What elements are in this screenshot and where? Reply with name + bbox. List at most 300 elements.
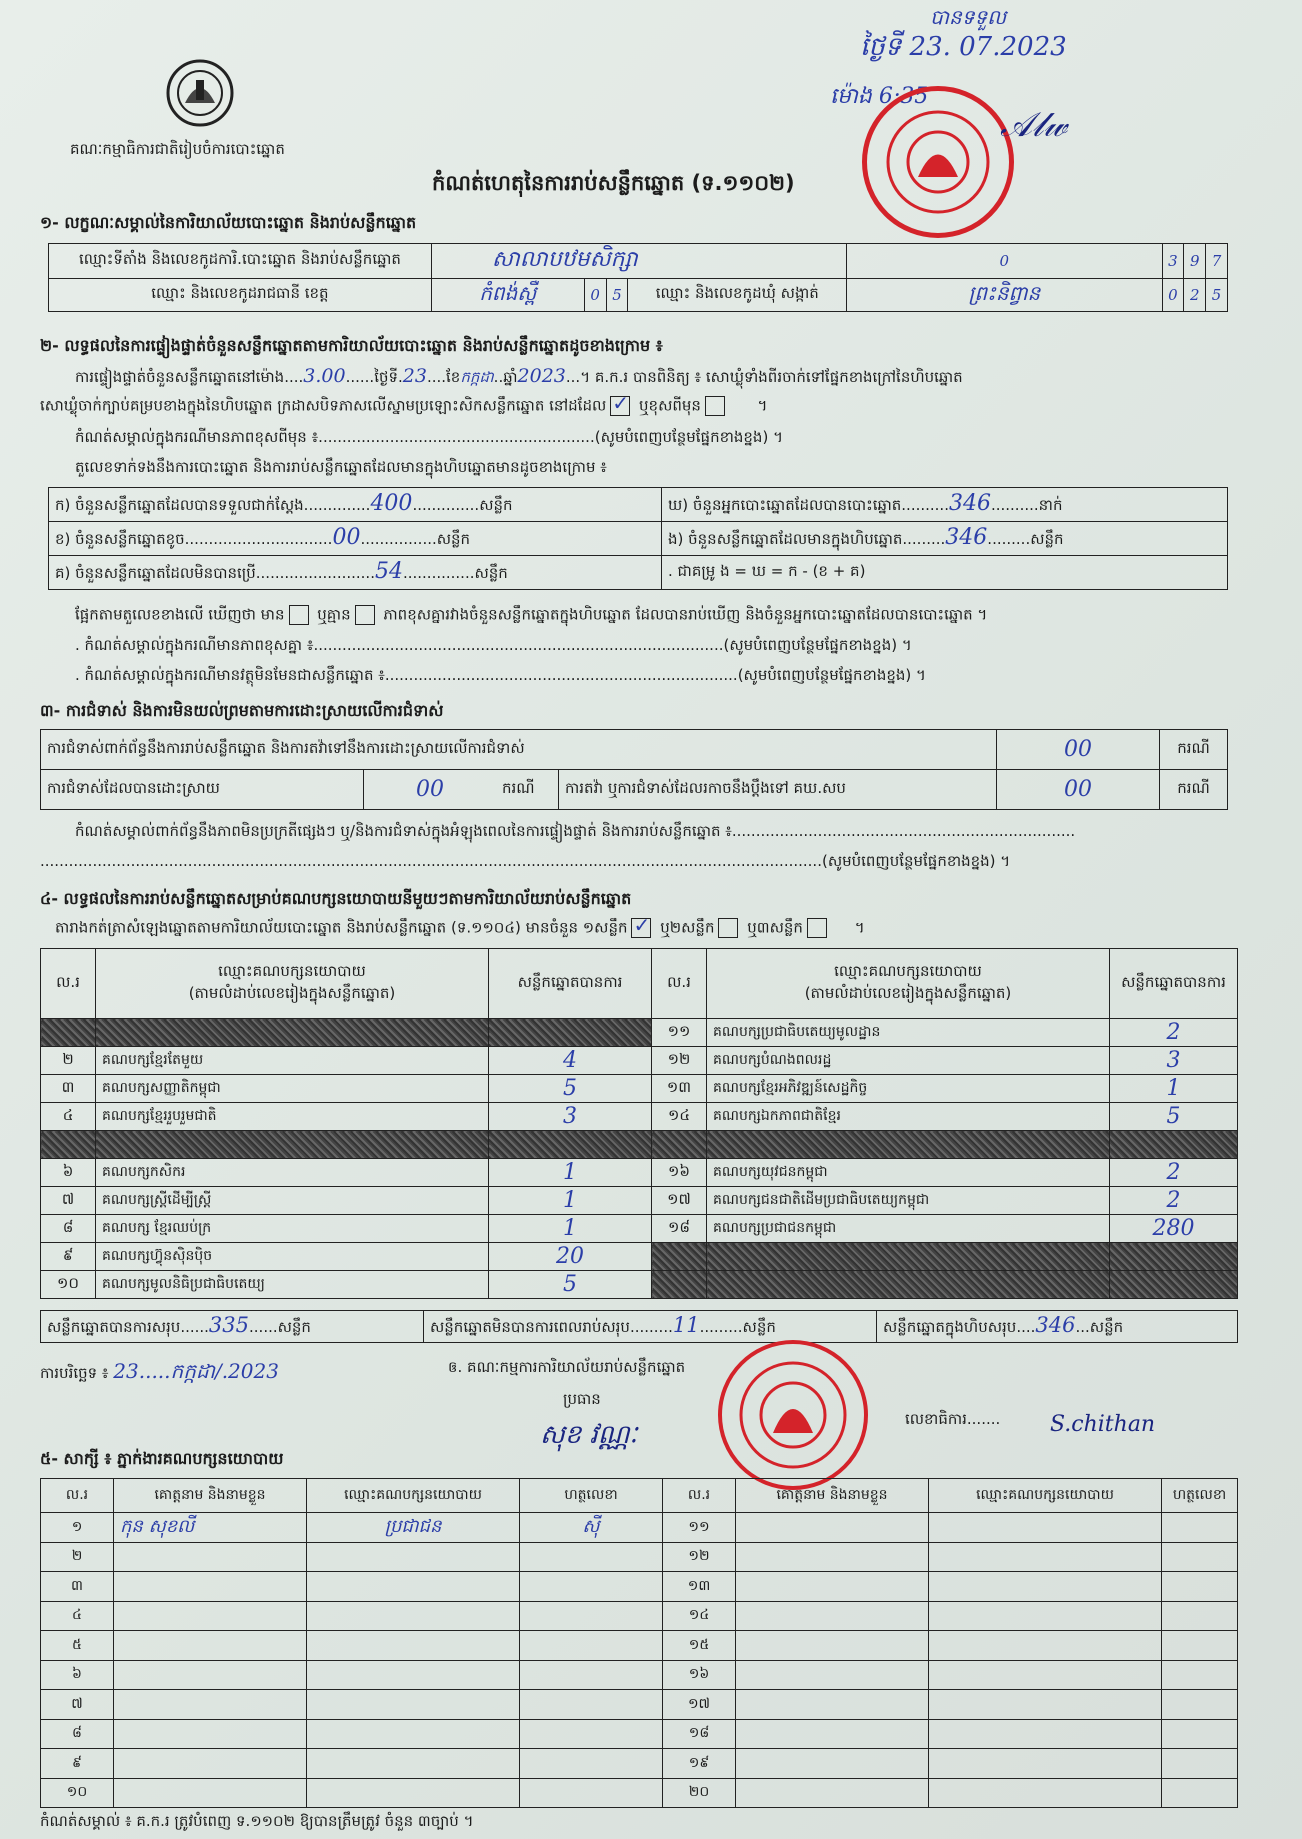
w-right-party [929,1601,1162,1631]
ballot-count-table [48,487,1228,590]
row-a-unit: សន្លឹក [479,496,513,514]
note2-tail: (សូមបំពេញបន្ថែមផ្នែកខាងខ្នង) ។ [737,666,926,684]
w-right-sign [1162,1660,1238,1690]
party-row [41,1215,1238,1243]
w-right-sign [1162,1572,1238,1602]
province-code-2: 5 [606,279,628,312]
row-c-unit: សន្លឹក [474,564,508,582]
w-left-name [114,1690,307,1720]
w-left-party [307,1572,520,1602]
left-party-party: គណបក្សកសិករ [96,1159,489,1187]
check-text: ។ គ.ក.រ បានពិនិត្យ ៖ សោឃ្លុំទាំងពីរចាក់ទៅផ្នែកខាងក្រៅនៃហិបឆ្នោត [580,368,963,386]
left-party-votes: 3 [489,1103,652,1131]
w-right-party [929,1631,1162,1661]
received-label: បានទទួល [930,5,1007,29]
left-party-no: ២ [41,1047,96,1075]
w-right-name [736,1778,929,1808]
row-b-unit: សន្លឹក [436,530,471,548]
witness-row [41,1631,1238,1661]
section2-line2: សោឃ្លុំចាក់ក្បាប់គម្របខាងក្នុងនៃហិបឆ្នោត ក្រដាសបិទភាសលើស្នាមប្រឡោះសិកសន្លឹកឆ្នោត នៅដដែល✓ ឬខុសពីមុន ។ [40,396,767,419]
total-invalid-label: សន្លឹកឆ្នោតមិនបានការពេលរាប់សរុប [430,1318,630,1336]
w-right-no: ១១ [663,1513,736,1543]
chair-signature: សុខ វណ្ណៈ [540,1420,638,1450]
total-box-label: សន្លឹកឆ្នោតក្នុងហិបសរុប [883,1318,1017,1336]
diff-note-tail: (សូមបំពេញបន្ថែមផ្នែកខាងខ្នង) ។ [594,428,783,446]
w-right-name [736,1749,929,1779]
total-invalid-value: 11 [672,1313,700,1337]
secretary-signature: S.chithan [1050,1412,1156,1437]
total-valid: សន្លឹកឆ្នោតបានការសរុប......335......សន្លឹក [41,1311,424,1343]
witness-row [41,1513,1238,1543]
w-left-name [114,1542,307,1572]
w-left-sign [520,1719,663,1749]
witness-body [41,1513,1238,1808]
right-party-no: ១៤ [652,1103,707,1131]
note2-line: . កំណត់សម្គាល់ក្នុងករណីមានវត្ថុមិនមែនជាសន្លឹកឆ្នោត ៖..........................................................................(សូមបំពេញបន្ថែមផ្នែកខាងខ្នង) ។ [75,666,926,684]
total-valid-unit: សន្លឹក [277,1318,311,1336]
w-left-sign [520,1631,663,1661]
row-d-unit: នាក់ [1038,496,1063,514]
w-right-no: ១៤ [663,1601,736,1631]
objection-table [40,729,1228,810]
commune-code-2: 2 [1184,279,1206,312]
w-right-sign [1162,1719,1238,1749]
one-sheet-checkbox[interactable] [631,918,651,938]
row-c-value: 54 [374,559,403,584]
official-stamp-top [862,86,1014,238]
w-right-no: ១៧ [663,1690,736,1720]
w-left-no: ៩ [41,1749,114,1779]
section3-note-line2: ....................................................................................................................................................................(សូមបំពេញបន្ថែមផ្នែកខាងខ្នង) ។ [40,852,1011,870]
w-right-no: ១៨ [663,1719,736,1749]
secretary-label: លេខាធិការ....... [905,1410,1001,1428]
w-left-party [307,1749,520,1779]
w-right-party [929,1660,1162,1690]
row-c-label: គ) ចំនួនសន្លឹកឆ្នោតដែលមិនបានប្រើ [55,564,256,582]
witness-row [41,1542,1238,1572]
left-party-votes [489,1019,652,1047]
row-d: ឃ) ចំនួនអ្នកបោះឆ្នោតដែលបានបោះឆ្នោត..........346..........នាក់ [662,488,1228,522]
col-party-right-label: ឈ្មោះគណបក្សនយោបាយ [834,961,982,980]
w-left-name [114,1749,307,1779]
col-votes-left: សន្លឹកឆ្នោតបានការ [489,949,652,1019]
w-right-sign [1162,1690,1238,1720]
row-e-label: ង) ចំនួនសន្លឹកឆ្នោតដែលមានក្នុងហិបឆ្នោត [668,530,903,548]
w-right-party [929,1778,1162,1808]
signature-top: 𝒜𝓁𝓌 [1000,105,1068,145]
w-left-sign: ស៊ី [520,1513,663,1543]
left-party-votes: 1 [489,1215,652,1243]
w-col-sign-left: ហត្ថលេខា [520,1479,663,1513]
col-party-left-label: ឈ្មោះគណបក្សនយោបាយ [218,961,366,980]
party-row [41,1159,1238,1187]
three-sheet-label: ឬ៣សន្លឹក [747,918,803,937]
section3-note-tail: (សូមបំពេញបន្ថែមផ្នែកខាងខ្នង) ។ [821,852,1011,870]
witness-row [41,1660,1238,1690]
right-party-votes: 2 [1110,1019,1238,1047]
month-value: កក្កដា [460,368,494,386]
total-box-unit: សន្លឹក [1089,1318,1124,1336]
total-valid-value: 335 [208,1313,250,1337]
w-left-no: ៦ [41,1660,114,1690]
left-party-votes: 5 [489,1271,652,1299]
note1-line: . កំណត់សម្គាល់ក្នុងករណីមានភាពខុសគ្នា ៖......................................................................................(សូមបំពេញបន្ថែមផ្នែកខាងខ្នង) ។ [75,636,912,654]
w-right-no: ១៦ [663,1660,736,1690]
w-left-sign [520,1690,663,1720]
station-label: ឈ្មោះទីតាំង និងលេខកូដការិ.បោះឆ្នោត និងរាប់សន្លឹកឆ្នោត [49,244,432,279]
right-party-votes: 1 [1110,1075,1238,1103]
objection-row2b-label: ការតវ៉ា ឬការជំទាស់ដែលរកាចនឹងប្តឹងទៅ គឃ.សប [559,770,997,810]
party-row [41,1075,1238,1103]
left-party-no: ៧ [41,1187,96,1215]
page-title: កំណត់ហេតុនៃការរាប់សន្លឹកឆ្នោត (ទ.១១០២) [432,171,795,195]
w-left-party [307,1690,520,1720]
three-sheet-checkbox[interactable] [807,918,827,938]
right-party-party [707,1243,1110,1271]
w-left-no: ៤ [41,1601,114,1631]
w-left-party [307,1542,520,1572]
right-party-no: ១៨ [652,1215,707,1243]
w-left-no: ៥ [41,1631,114,1661]
left-party-votes: 1 [489,1187,652,1215]
left-party-party: គណបក្ស ខ្មែរឈប់ក្រ [96,1215,489,1243]
row-c: គ) ចំនួនសន្លឹកឆ្នោតដែលមិនបានប្រើ.........................54...............សន្លឹក [49,556,662,590]
right-party-no [652,1243,707,1271]
received-date: ថ្ងៃទី 23. 07.2023 [860,32,1067,62]
right-party-votes [1110,1271,1238,1299]
right-party-votes: 2 [1110,1159,1238,1187]
w-right-sign [1162,1542,1238,1572]
date-value: 23.....កក្កដា/.2023 [113,1359,279,1383]
right-party-no [652,1131,707,1159]
objection-row2b-value: 00 [997,770,1160,810]
left-party-party [96,1019,489,1047]
total-valid-label: សន្លឹកឆ្នោតបានការសរុប [47,1318,181,1336]
left-party-votes: 4 [489,1047,652,1075]
total-box-value: 346 [1035,1313,1076,1337]
two-sheet-label: ឬ២សន្លឹក [660,918,715,937]
objection-row1-label: ការជំទាស់ពាក់ព័ន្ធនឹងការរាប់សន្លឹកឆ្នោត និងការតវ៉ាទៅនឹងការដោះស្រាយលើការជំទាស់ [41,730,997,770]
left-party-party [96,1131,489,1159]
date-line [40,1358,279,1388]
w-left-name [114,1660,307,1690]
none-label: ឬគ្មាន [317,605,351,624]
left-party-party: គណបក្សស្ត្រីដើម្បីស្ត្រី [96,1187,489,1215]
w-right-name [736,1660,929,1690]
objection-row2b-unit: ករណី [1160,770,1228,810]
left-party-votes: 5 [489,1075,652,1103]
party-results-table [40,948,1238,1299]
section3-note-label: កំណត់សម្គាល់ពាក់ព័ន្ធនឹងភាពមិនប្រក្រតីផ្សេងៗ ឬ/និងការជំទាស់ក្នុងអំឡុងពេលនៃការផ្ទៀងផ្ទាត់ និងការរាប់សន្លឹកឆ្នោត ៖ [75,822,732,840]
right-party-no: ១៧ [652,1187,707,1215]
different-label: ឬខុសពីមុន [639,396,701,415]
w-right-no: ១៥ [663,1631,736,1661]
sheet-count-label: តារាងកត់ត្រាសំឡេងឆ្នោតតាមការិយាល័យបោះឆ្នោត និងរាប់សន្លឹកឆ្នោត (ទ.១១០៤) មានចំនួន ១សន្លឹក [55,918,628,937]
left-party-no: ៨ [41,1215,96,1243]
province-value: កំពង់ស្ពឺ [431,279,584,312]
two-sheet-checkbox[interactable] [718,918,738,938]
section2-line1: ការផ្ទៀងផ្ទាត់ចំនួនសន្លឹកឆ្នោតនៅម៉ោង....3.00......ថ្ងៃទី.23....ខែកក្កដា..ឆ្នាំ2023...។ គ.ក.រ បានពិនិត្យ ៖ សោឃ្លុំទាំងពីរចាក់ទៅផ្នែកខាងក្រៅនៃហិបឆ្នោត [75,365,963,387]
w-left-party [307,1631,520,1661]
witness-row [41,1690,1238,1720]
commune-code-1: 0 [1162,279,1184,312]
w-left-no: ៣ [41,1572,114,1602]
party-row [41,1187,1238,1215]
right-party-votes [1110,1243,1238,1271]
w-right-name [736,1572,929,1602]
has-label: ផ្អែកតាមតួលេខខាងលើ ឃើញថា មាន [75,605,285,624]
row-a: ក) ចំនួនសន្លឹកឆ្នោតដែលបានទទួលជាក់ស្តែង..............400..............សន្លឹក [49,488,662,522]
objection-row2-value: 00 [364,770,497,810]
party-row [41,1271,1238,1299]
witness-row [41,1601,1238,1631]
formula: . ជាគម្រូ ង = ឃ = ក - (ខ + គ) [662,556,1228,590]
left-party-no: ៣ [41,1075,96,1103]
w-left-sign [520,1572,663,1602]
station-code-3: 9 [1184,244,1206,279]
section2-line4: តួលេខទាក់ទងនឹងការបោះឆ្នោត និងការរាប់សន្លឹកឆ្នោតដែលមានក្នុងហិបឆ្នោតមានដូចខាងក្រោម ៖ [75,458,607,476]
footer-note: កំណត់សម្គាល់ ៖ គ.ក.រ ត្រូវបំពេញ ទ.១១០២ ឱ្យបានត្រឹមត្រូវ ចំនួន ៣ច្បាប់ ។ [40,1812,474,1830]
row-a-value: 400 [370,491,413,516]
w-right-name [736,1690,929,1720]
total-box: សន្លឹកឆ្នោតក្នុងហិបសរុប....346...សន្លឹក [877,1311,1238,1343]
w-right-name [736,1631,929,1661]
w-right-sign [1162,1513,1238,1543]
diff-note-label: កំណត់សម្គាល់ក្នុងករណីមានភាពខុសពីមុន ៖ [75,428,319,446]
right-party-no: ១៣ [652,1075,707,1103]
w-col-name-right: គោត្តនាម និងនាមខ្លួន [736,1479,929,1513]
w-right-party [929,1572,1162,1602]
right-party-votes: 5 [1110,1103,1238,1131]
section3-heading: ៣- ការជំទាស់ និងការមិនយល់ព្រមតាមការដោះស្រាយលើការជំទាស់ [40,701,444,720]
w-right-no: ១៩ [663,1749,736,1779]
left-party-votes: 1 [489,1159,652,1187]
right-party-party: គណបក្សខ្មែរអភិវឌ្ឍន៍សេដ្ឋកិច្ច [707,1075,1110,1103]
note1-tail: (សូមបំពេញបន្ថែមផ្នែកខាងខ្នង) ។ [723,636,912,654]
w-left-no: ១ [41,1513,114,1543]
w-left-no: ២ [41,1542,114,1572]
totals-table [40,1310,1238,1343]
col-party-left [96,949,489,1019]
has-diff-checkbox[interactable] [289,605,309,625]
w-right-party [929,1542,1162,1572]
w-col-party-left: ឈ្មោះគណបក្សនយោបាយ [307,1479,520,1513]
right-party-party [707,1271,1110,1299]
w-left-sign [520,1660,663,1690]
diff-description: ភាពខុសគ្នារវាងចំនួនសន្លឹកឆ្នោតក្នុងហិបឆ្នោត ដែលបានរាប់ឃើញ និងចំនួនអ្នកបោះឆ្នោតដែលបានបោះឆ្នោត ។ [383,605,988,624]
section5-heading: ៥- សាក្សី ៖ ភ្នាក់ងារគណបក្សនយោបាយ [40,1449,284,1468]
row-a-label: ក) ចំនួនសន្លឹកឆ្នោតដែលបានទទួលជាក់ស្តែង [55,496,304,514]
col-party-right [707,949,1110,1019]
col-party-left-sub: (តាមលំដាប់លេខរៀងក្នុងសន្លឹកឆ្នោត) [188,983,396,1002]
w-left-no: ៨ [41,1719,114,1749]
witness-table [40,1478,1238,1808]
year-label: ឆ្នាំ [503,368,518,386]
left-party-party: គណបក្សសញ្ញាតិកម្ពុជា [96,1075,489,1103]
national-emblem-icon [165,58,235,128]
date-label: ការបរិច្ឆេទ ៖ [40,1364,109,1382]
objection-row2-label: ការជំទាស់ដែលបានដោះស្រាយ [41,770,364,810]
row-d-value: 346 [948,491,991,516]
right-party-party: គណបក្សយុវជនកម្ពុជា [707,1159,1110,1187]
w-col-no-right: ល.រ [663,1479,736,1513]
w-left-sign [520,1749,663,1779]
seal-same-label: សោឃ្លុំចាក់ក្បាប់គម្របខាងក្នុងនៃហិបឆ្នោត ក្រដាសបិទភាសលើស្នាមប្រឡោះសិកសន្លឹកឆ្នោត នៅដដែល [40,396,607,415]
col-no-right: ល.រ [652,949,707,1019]
w-right-sign [1162,1778,1238,1808]
station-value: សាលាបឋមសិក្សា [431,244,846,279]
w-left-party [307,1601,520,1631]
left-party-votes [489,1131,652,1159]
w-left-party: ប្រជាជន [307,1513,520,1543]
w-right-sign [1162,1749,1238,1779]
party-row [41,1131,1238,1159]
row-b: ខ) ចំនួនសន្លឹកឆ្នោតខូច...............................00................សន្លឹក [49,522,662,556]
day-label: ថ្ងៃទី [374,368,398,386]
right-party-party: គណបក្សប្រជាជនកម្ពុជា [707,1215,1110,1243]
left-party-no: ៩ [41,1243,96,1271]
w-right-no: ២០ [663,1778,736,1808]
right-party-votes: 280 [1110,1215,1238,1243]
station-code-1: 0 [847,244,1162,279]
row-e-value: 346 [945,525,988,550]
agency-name: គណៈកម្មាធិការជាតិរៀបចំការបោះឆ្នោត [70,140,285,158]
w-right-sign [1162,1601,1238,1631]
w-right-party [929,1719,1162,1749]
right-party-votes: 2 [1110,1187,1238,1215]
station-code-2: 3 [1162,244,1184,279]
w-right-party [929,1749,1162,1779]
section4-layout-line: តារាងកត់ត្រាសំឡេងឆ្នោតតាមការិយាល័យបោះឆ្នោត និងរាប់សន្លឹកឆ្នោត (ទ.១១០៤) មានចំនួន ១សន្លឹក✓ ឬ២សន្លឹក ឬ៣សន្លឹក ។ [55,918,865,941]
w-right-no: ១៣ [663,1572,736,1602]
w-left-no: ៧ [41,1690,114,1720]
row-b-label: ខ) ចំនួនសន្លឹកឆ្នោតខូច [55,530,185,548]
no-diff-checkbox[interactable] [355,605,375,625]
party-row [41,1243,1238,1271]
committee-label: ឲ. គណៈកម្មការការិយាល័យរាប់សន្លឹកឆ្នោត [448,1358,686,1376]
w-left-party [307,1660,520,1690]
note2-label: . កំណត់សម្គាល់ក្នុងករណីមានវត្ថុមិនមែនជាសន្លឹកឆ្នោត ៖ [75,666,385,684]
w-left-name [114,1601,307,1631]
w-col-no-left: ល.រ [41,1479,114,1513]
witness-row [41,1749,1238,1779]
section4-heading: ៤- លទ្ធផលនៃការរាប់សន្លឹកឆ្នោតសម្រាប់គណបក្សនយោបាយនីមួយៗតាមការិយាល័យរាប់សន្លឹកឆ្នោត [40,889,632,908]
section3-note: កំណត់សម្គាល់ពាក់ព័ន្ធនឹងភាពមិនប្រក្រតីផ្សេងៗ ឬ/និងការជំទាស់ក្នុងអំឡុងពេលនៃការផ្ទៀងផ្ទាត់ និងការរាប់សន្លឹកឆ្នោត ៖........................................................................ [75,822,1076,840]
w-right-name [736,1719,929,1749]
w-col-sign-right: ហត្ថលេខា [1162,1479,1238,1513]
witness-row [41,1572,1238,1602]
time-label: ការផ្ទៀងផ្ទាត់ចំនួនសន្លឹកឆ្នោតនៅម៉ោង [75,368,285,386]
party-row [41,1047,1238,1075]
chair-label: ប្រធាន [563,1390,601,1408]
right-party-votes: 3 [1110,1047,1238,1075]
left-party-party: គណបក្សខ្មែរតែមួយ [96,1047,489,1075]
right-party-votes [1110,1131,1238,1159]
col-votes-right: សន្លឹកឆ្នោតបានការ [1110,949,1238,1019]
station-code-4: 7 [1206,244,1228,279]
same-checkbox[interactable] [610,396,630,416]
right-party-party: គណបក្សបំណងពលរដ្ឋ [707,1047,1110,1075]
row-e-unit: សន្លឹក [1030,530,1064,548]
objection-row1-value: 00 [997,730,1160,770]
section2-line3: កំណត់សម្គាល់ក្នុងករណីមានភាពខុសពីមុន ៖..........................................................(សូមបំពេញបន្ថែមផ្នែកខាងខ្នង) ។ [75,428,783,446]
right-party-party: គណបក្សជនជាតិដើមប្រជាធិបតេយ្យកម្ពុជា [707,1187,1110,1215]
objection-row1-unit: ករណី [1160,730,1228,770]
w-left-name [114,1778,307,1808]
section2-heading: ២- លទ្ធផលនៃការផ្ទៀងផ្ទាត់ចំនួនសន្លឹកឆ្នោតតាមការិយាល័យបោះឆ្នោត និងរាប់សន្លឹកឆ្នោតដូចខាងក្រោម ៖ [40,336,663,355]
left-party-no [41,1131,96,1159]
left-party-votes: 20 [489,1243,652,1271]
left-party-no: ៦ [41,1159,96,1187]
right-party-no: ១២ [652,1047,707,1075]
party-row [41,1019,1238,1047]
witness-row [41,1778,1238,1808]
w-right-no: ១២ [663,1542,736,1572]
right-party-party [707,1131,1110,1159]
row-d-label: ឃ) ចំនួនអ្នកបោះឆ្នោតដែលបានបោះឆ្នោត [668,496,902,514]
commune-label: ឈ្មោះ និងលេខកូដឃុំ សង្កាត់ [628,279,847,312]
w-left-sign [520,1542,663,1572]
party-results-body [41,1019,1238,1299]
total-invalid: សន្លឹកឆ្នោតមិនបានការពេលរាប់សរុប.........11.........សន្លឹក [424,1311,877,1343]
w-right-name [736,1542,929,1572]
different-checkbox[interactable] [705,396,725,416]
province-code-1: 0 [584,279,606,312]
w-left-no: ១០ [41,1778,114,1808]
province-label: ឈ្មោះ និងលេខកូដរាជធានី ខេត្ត [49,279,432,312]
total-invalid-unit: សន្លឹក [742,1318,776,1336]
w-left-party [307,1719,520,1749]
left-party-party: គណបក្សហ៊្វុនស៊ិនប៉ិច [96,1243,489,1271]
w-left-name [114,1572,307,1602]
right-party-party: គណបក្សប្រជាធិបតេយ្យមូលដ្ឋាន [707,1019,1110,1047]
commune-code-3: 5 [1206,279,1228,312]
w-left-name: កុន សុខលី [114,1513,307,1543]
w-left-sign [520,1601,663,1631]
month-label: ខែ [446,368,461,386]
left-party-no [41,1019,96,1047]
w-right-name [736,1601,929,1631]
w-right-sign [1162,1631,1238,1661]
section1-heading: ១- លក្ខណៈសម្គាល់នៃការិយាល័យបោះឆ្នោត និងរាប់សន្លឹកឆ្នោត [40,213,417,232]
day-value: 23 [402,365,427,387]
right-party-party: គណបក្សឯកភាពជាតិខ្មែរ [707,1103,1110,1131]
party-row [41,1103,1238,1131]
time-value: 3.00 [303,365,346,387]
received-time: ម៉ោង 6:35 [830,84,929,109]
year-value: 2023 [517,365,566,387]
note1-label: . កំណត់សម្គាល់ក្នុងករណីមានភាពខុសគ្នា ៖ [75,636,314,654]
discrepancy-line [75,605,987,628]
left-party-party: គណបក្សខ្មែររួបរួមជាតិ [96,1103,489,1131]
w-col-party-right: ឈ្មោះគណបក្សនយោបាយ [929,1479,1162,1513]
left-party-no: ៤ [41,1103,96,1131]
col-no-left: ល.រ [41,949,96,1019]
objection-row2-unit: ករណី [496,770,559,810]
left-party-party: គណបក្សមូលនិធិប្រជាធិបតេយ្យ [96,1271,489,1299]
w-right-name [736,1513,929,1543]
row-b-value: 00 [332,525,361,550]
w-left-name [114,1719,307,1749]
col-party-right-sub: (តាមលំដាប់លេខរៀងក្នុងសន្លឹកឆ្នោត) [804,983,1012,1002]
row-e: ង) ចំនួនសន្លឹកឆ្នោតដែលមានក្នុងហិបឆ្នោត.........346.........សន្លឹក [662,522,1228,556]
w-left-sign [520,1778,663,1808]
w-right-party [929,1690,1162,1720]
right-party-no: ១១ [652,1019,707,1047]
left-party-no: ១០ [41,1271,96,1299]
w-left-name [114,1631,307,1661]
right-party-no: ១៦ [652,1159,707,1187]
